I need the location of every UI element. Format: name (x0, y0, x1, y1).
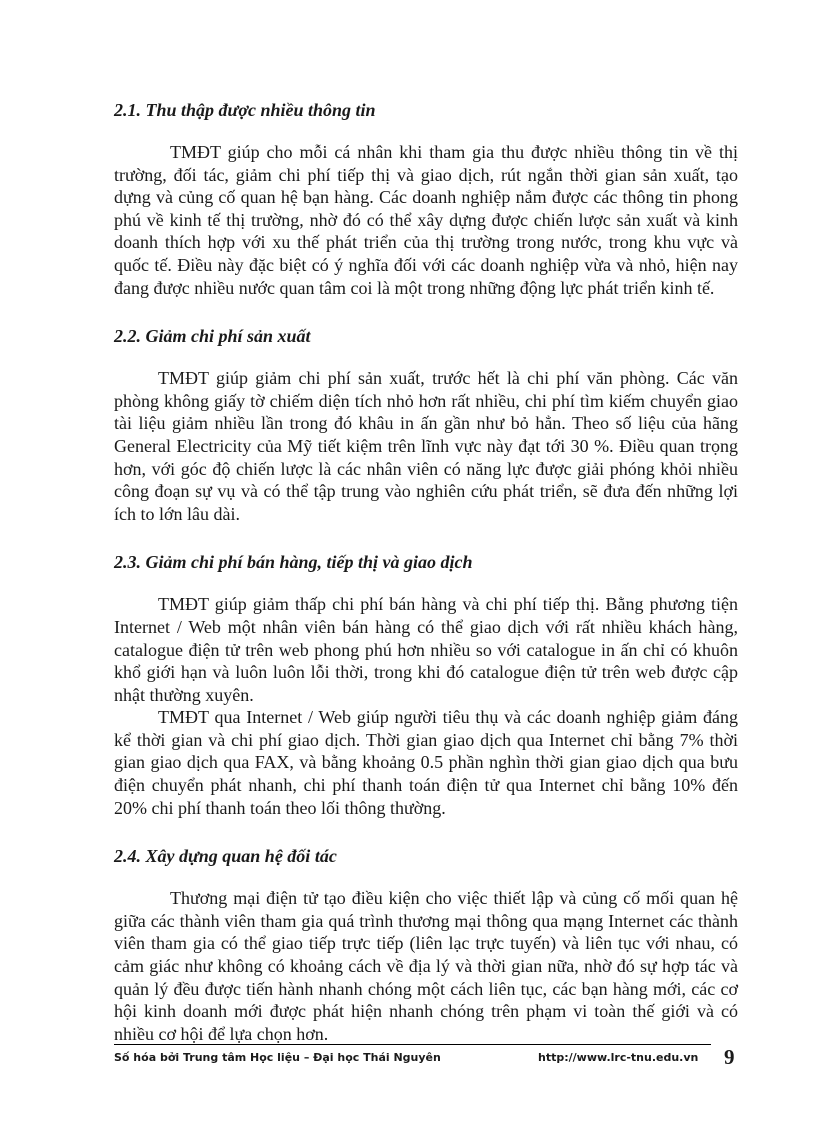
paragraph: TMĐT giúp giảm chi phí sản xuất, trước hết là chi phí văn phòng. Các văn phòng không giấy tờ chiếm diện tích nhỏ hơn rất nhiều, chi phí tìm kiếm chuyển giao tài liệu giảm nhiều lần trong đó khâu in ấn gần như bỏ hẳn. Theo số liệu của hãng General Electricity của Mỹ tiết kiệm trên lĩnh vực này đạt tới 30 %. Điều quan trọng hơn, với góc độ chiến lược là các nhân viên có năng lực được giải phóng khỏi nhiều công đoạn sự vụ và có thể tập trung vào nghiên cứu phát triển, sẽ đưa đến những lợi ích to lớn lâu dài. (114, 368, 738, 524)
document-body (114, 95, 738, 1045)
footer-url: http://www.lrc-tnu.edu.vn (538, 1051, 699, 1064)
paragraph: TMĐT giúp giảm thấp chi phí bán hàng và chi phí tiếp thị. Bằng phương tiện Internet / Web một nhân viên bán hàng có thể giao dịch với rất nhiều khách hàng, catalogue điện tử trên web phong phú hơn nhiều so với catalogue in ấn chỉ có khuôn khổ giới hạn và luôn luôn lỗi thời, trong khi đó catalogue điện tử trên web được cập nhật thường xuyên. (114, 594, 738, 705)
section-heading: 2.3. Giảm chi phí bán hàng, tiếp thị và giao dịch (114, 552, 473, 573)
footer-source: Số hóa bởi Trung tâm Học liệu – Đại học Thái Nguyên (114, 1051, 441, 1064)
paragraph: TMĐT qua Internet / Web giúp người tiêu thụ và các doanh nghiệp giảm đáng kể thời gian và chi phí giao dịch. Thời gian giao dịch qua Internet chỉ bằng 7% thời gian giao dịch qua FAX, và bằng khoảng 0.5 phần nghìn thời gian giao dịch qua bưu điện chuyển phát nhanh, chi phí thanh toán điện tử qua Internet chỉ bằng 10% đến 20% chi phí thanh toán theo lối thông thường. (114, 707, 738, 818)
section-heading: 2.1. Thu thập được nhiều thông tin (114, 100, 376, 120)
footer-divider (114, 1044, 711, 1045)
paragraph: Thương mại điện tử tạo điều kiện cho việc thiết lập và củng cố mối quan hệ giữa các thành viên tham gia quá trình thương mại thông qua mạng Internet các thành viên tham gia có thể giao tiếp trực tiếp (liên lạc trực tuyến) và liên tục với nhau, có cảm giác như không có khoảng cách về địa lý và thời gian nữa, nhờ đó sự hợp tác và quản lý đều được tiến hành nhanh chóng một cách liên tục, các bạn hàng mới, các cơ hội kinh doanh mới được phát hiện nhanh chóng trên phạm vi toàn thế giới và có nhiều cơ hội để lựa chọn hơn. (114, 888, 738, 1044)
page-footer (114, 1044, 738, 1069)
page-number: 9 (724, 1045, 735, 1069)
section-heading: 2.4. Xây dựng quan hệ đối tác (114, 846, 337, 867)
section-heading: 2.2. Giảm chi phí sản xuất (114, 326, 311, 347)
paragraph: TMĐT giúp cho mỗi cá nhân khi tham gia thu được nhiều thông tin về thị trường, đối tác, giảm chi phí tiếp thị và giao dịch, rút ngắn thời gian sản xuất, tạo dựng và củng cố quan hệ bạn hàng. Các doanh nghiệp nắm được các thông tin phong phú về kinh tế thị trường, nhờ đó có thể xây dựng được chiến lược sản xuất và kinh doanh thích hợp với xu thế phát triển của thị trường trong nước, trong khu vực và quốc tế. Điều này đặc biệt có ý nghĩa đối với các doanh nghiệp vừa và nhỏ, hiện nay đang được nhiều nước quan tâm coi là một trong những động lực phát triển kinh tế. (114, 142, 738, 298)
